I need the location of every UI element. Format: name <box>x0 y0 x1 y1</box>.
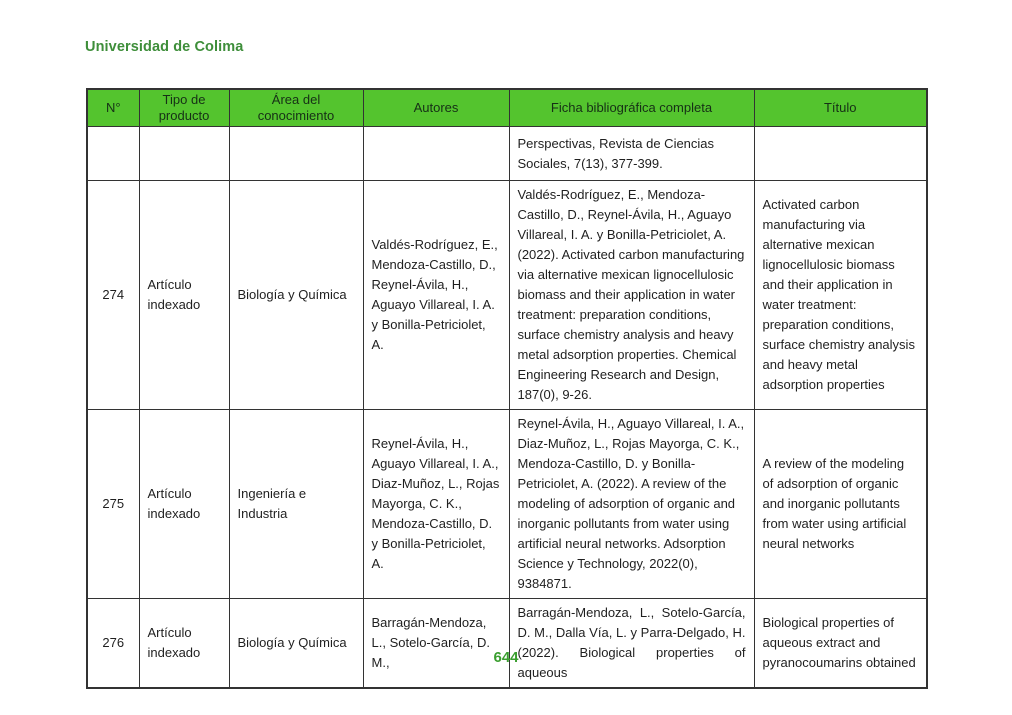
cell-tipo-producto: Artículo indexado <box>139 410 229 599</box>
cell-ficha-bibliografica: Valdés-Rodríguez, E., Mendoza-Castillo, D., Reynel-Ávila, H., Aguayo Villareal, I. A. y Bonilla-Petriciolet, A. (2022). Activated carbon manufacturing via alternative mexican lignocellulosic biomass and their application in water treatment: preparation conditions, surface chemistry analysis and heavy metal adsorption properties. Chemical Engineering Research and Design, 187(0), 9-26. <box>509 181 754 410</box>
bibliography-table <box>86 88 928 689</box>
cell-tipo-producto <box>139 127 229 181</box>
table-row-276 <box>87 599 927 689</box>
cell-area-conocimiento <box>229 127 363 181</box>
cell-autores: Barragán-Mendoza, L., Sotelo-García, D. M., <box>363 599 509 689</box>
cell-numero: 276 <box>87 599 139 689</box>
column-header-autores: Autores <box>363 89 509 127</box>
cell-area-conocimiento: Ingeniería e Industria <box>229 410 363 599</box>
cell-titulo: Activated carbon manufacturing via alternative mexican lignocellulosic biomass and their application in water treatment: preparation conditions, surface chemistry analysis and heavy metal adsorption properties <box>754 181 927 410</box>
cell-numero: 275 <box>87 410 139 599</box>
cell-autores: Reynel-Ávila, H., Aguayo Villareal, I. A., Diaz-Muñoz, L., Rojas Mayorga, C. K., Mendoza-Castillo, D. y Bonilla-Petriciolet, A. <box>363 410 509 599</box>
cell-ficha-bibliografica: Barragán-Mendoza, L., Sotelo-García, D. M., Dalla Vía, L. y Parra-Delgado, H. (2022). Biological properties of aqueous <box>509 599 754 689</box>
cell-ficha-bibliografica: Reynel-Ávila, H., Aguayo Villareal, I. A., Diaz-Muñoz, L., Rojas Mayorga, C. K., Mendoza-Castillo, D. y Bonilla-Petriciolet, A. (2022). A review of the modeling of adsorption of organic and inorganic pollutants from water using artificial neural networks. Adsorption Science y Technology, 2022(0), 9384871. <box>509 410 754 599</box>
page-number: 644 <box>493 649 519 666</box>
table-row-275 <box>87 410 927 599</box>
cell-autores: Valdés-Rodríguez, E., Mendoza-Castillo, D., Reynel-Ávila, H., Aguayo Villareal, I. A. y Bonilla-Petriciolet, A. <box>363 181 509 410</box>
institution-header: Universidad de Colima <box>85 39 244 55</box>
cell-area-conocimiento: Biología y Química <box>229 599 363 689</box>
column-header-ficha-bibliografica: Ficha bibliográfica completa <box>509 89 754 127</box>
cell-numero: 274 <box>87 181 139 410</box>
cell-autores <box>363 127 509 181</box>
column-header-tipo-producto: Tipo de producto <box>139 89 229 127</box>
cell-tipo-producto: Artículo indexado <box>139 181 229 410</box>
column-header-numero: N° <box>87 89 139 127</box>
table-row-274 <box>87 181 927 410</box>
table-row-continuation <box>87 127 927 181</box>
cell-area-conocimiento: Biología y Química <box>229 181 363 410</box>
cell-ficha-bibliografica: Perspectivas, Revista de Ciencias Sociales, 7(13), 377-399. <box>509 127 754 181</box>
cell-tipo-producto: Artículo indexado <box>139 599 229 689</box>
cell-titulo <box>754 127 927 181</box>
cell-numero <box>87 127 139 181</box>
column-header-area-conocimiento: Área del conocimiento <box>229 89 363 127</box>
cell-titulo: Biological properties of aqueous extract and pyranocoumarins obtained <box>754 599 927 689</box>
cell-titulo: A review of the modeling of adsorption of organic and inorganic pollutants from water using artificial neural networks <box>754 410 927 599</box>
column-header-titulo: Título <box>754 89 927 127</box>
table-header-row <box>87 89 927 127</box>
